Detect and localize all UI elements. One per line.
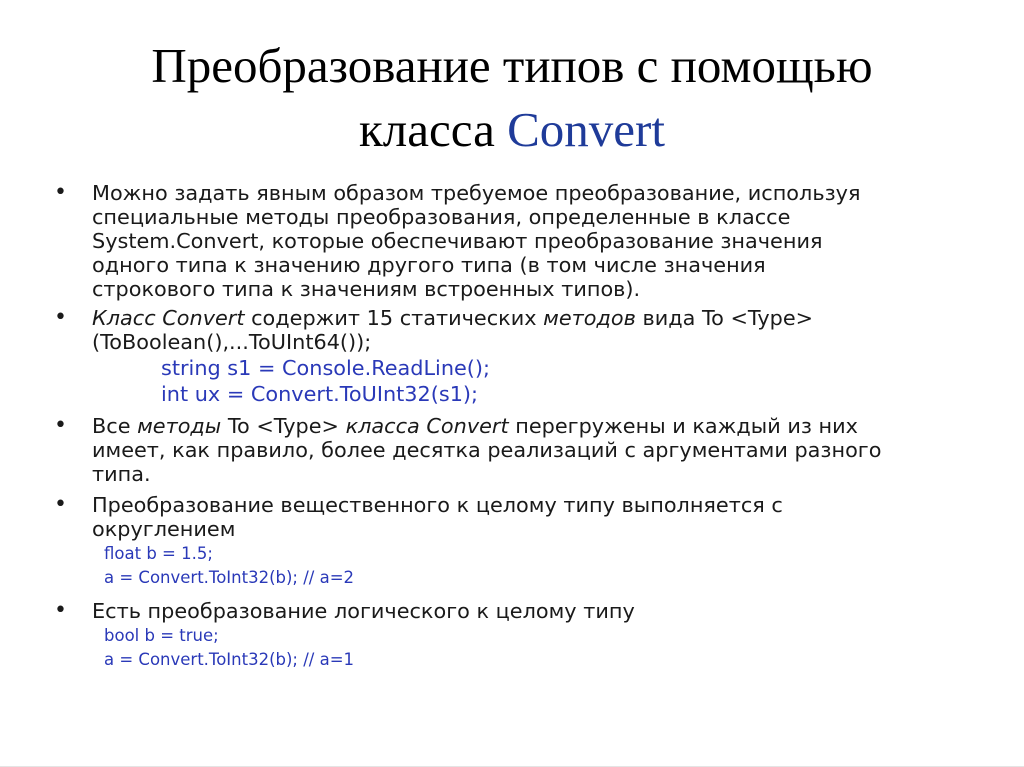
bullet-convert-methods [54, 306, 984, 354]
code-line: string s1 = Console.ReadLine(); [161, 356, 491, 380]
bullet-2-text-b: вида To <Type> [635, 306, 814, 330]
bullet-5-line-1: Есть преобразование логического к целому типу [92, 599, 635, 623]
code-block-console [54, 355, 984, 407]
bullet-2-line-1 [92, 306, 984, 330]
code-block-bool [54, 624, 984, 672]
bullet-3-italic-methods: методы [137, 414, 222, 438]
bullet-dot: • [54, 180, 67, 205]
bullet-overloads [54, 414, 984, 486]
title-line-2 [40, 98, 984, 162]
code-line: bool b = true; [104, 626, 219, 645]
bullet-2-text-a: содержит 15 статических [244, 306, 544, 330]
bullet-3-text-b: To <Type> [221, 414, 346, 438]
title-accent-convert: Convert [507, 102, 665, 157]
bullet-3-text-c: перегружены и каждый из них [508, 414, 858, 438]
bullet-4-line-1: Преобразование вещественного к целому типу выполняется с [92, 493, 783, 517]
bullet-dot: • [54, 598, 67, 623]
bullet-2-italic-class: Класс Convert [92, 306, 245, 330]
bullet-float-rounding [54, 493, 984, 541]
bullet-bool-to-int [54, 599, 984, 623]
bullet-3-italic-class: класса Convert [345, 414, 509, 438]
slide-title [40, 34, 984, 162]
bullet-3-line-2: имеет, как правило, более десятка реализаций с аргументами разного [92, 438, 882, 462]
bullet-3-line-1 [92, 414, 984, 438]
code-line: int ux = Convert.ToUInt32(s1); [161, 382, 479, 406]
bullet-2-italic-methods: методов [543, 306, 636, 330]
bullet-1-line-5: строкового типа к значениям встроенных типов). [92, 277, 641, 301]
bullet-1-line-1: Можно задать явным образом требуемое преобразование, используя [92, 181, 861, 205]
bullet-explicit-conversion [54, 181, 984, 301]
title-line-1: Преобразование типов с помощью [151, 38, 873, 93]
slide-body [54, 181, 984, 681]
code-line: float b = 1.5; [104, 544, 213, 563]
bullet-1-line-3: System.Convert, которые обеспечивают преобразование значения [92, 229, 823, 253]
bullet-dot: • [54, 492, 67, 517]
bullet-2-line-2: (ToBoolean(),...ToUInt64()); [92, 330, 372, 354]
bullet-dot: • [54, 305, 67, 330]
title-line-2-prefix: класса [359, 102, 508, 157]
bullet-4-line-2: округлением [92, 517, 236, 541]
code-line: a = Convert.ToInt32(b); // a=2 [104, 568, 355, 587]
code-line: a = Convert.ToInt32(b); // a=1 [104, 650, 355, 669]
bullet-3-text-a: Все [92, 414, 138, 438]
code-block-float [54, 542, 984, 590]
bullet-1-line-2: специальные методы преобразования, определенные в классе [92, 205, 791, 229]
bullet-1-line-4: одного типа к значению другого типа (в том числе значения [92, 253, 766, 277]
bullet-3-line-3: типа. [92, 462, 151, 486]
bullet-dot: • [54, 413, 67, 438]
